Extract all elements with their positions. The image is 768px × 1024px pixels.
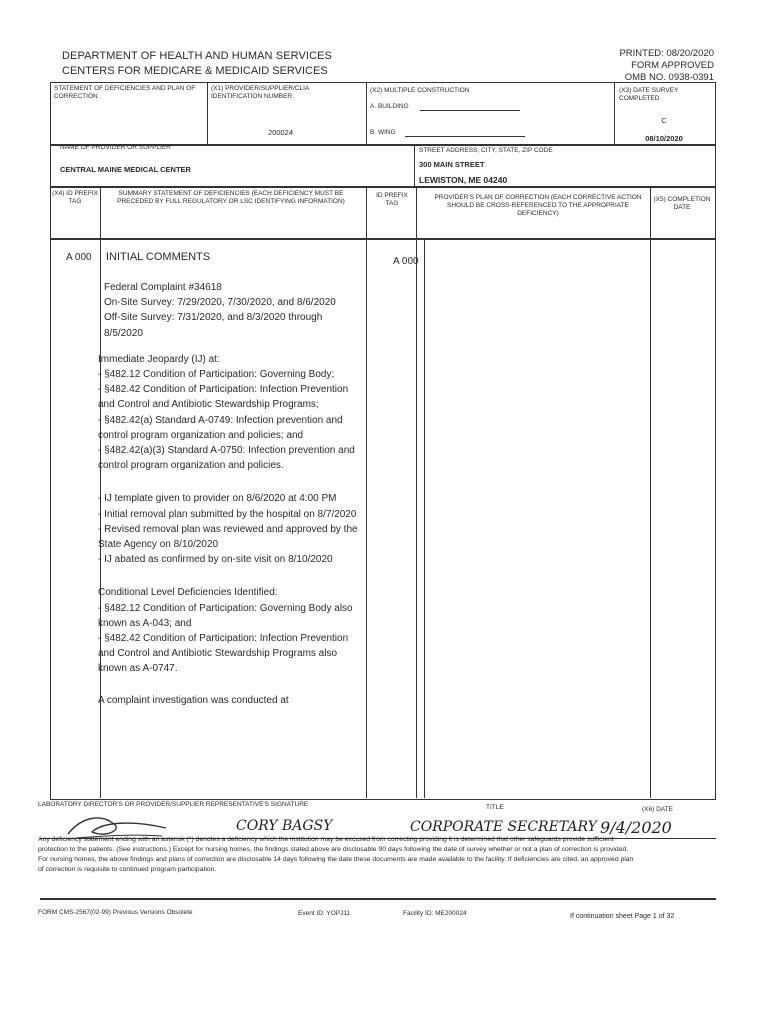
disclaimer-text: Any deficiency statement ending with an asterisk (*) denotes a deficiency which the institution may be excused from correcting providing it is determined that other safeguards provide sufficient protection to the patients. (See instructions.) Except for nursing homes, the findings stated above are disclosable 90 days following the date of survey whether or not a plan of correction is provided. For nursing homes, the above findings and plans of correction are disclosable 14 days following the date these documents are made available to the facility. If deficiencies are cited, an approved plan of correction is requisite to continued program participation. xyxy=(38,836,634,873)
form-approved: FORM APPROVED xyxy=(631,60,714,71)
provider-name: CENTRAL MAINE MEDICAL CENTER xyxy=(60,165,191,174)
ij-timeline-paragraph: - IJ template given to provider on 8/6/2020 at 4:00 PM - Initial removal plan submitted by the hospital on 8/7/2020 - Revised removal plan was reviewed and approved by the State Agency on 8/10/2020 - IJ abated as confirmed by on-site visit on 8/10/2020 xyxy=(98,493,358,566)
building-label: A. BUILDING xyxy=(370,103,409,110)
conditional-deficiencies-paragraph: Conditional Level Deficiencies Identified: - §482.12 Condition of Participation: Governing Body also known as A-043; and - §482.42 Condition of Participation: Infection Prevention and Control and Antibiotic Stewardship Programs also known as A-0747. xyxy=(98,587,353,675)
event-id: Event ID: YOPJ11 xyxy=(298,910,351,917)
section-heading: INITIAL COMMENTS xyxy=(106,251,211,263)
survey-completed-date: 08/10/2020 xyxy=(645,134,683,143)
provider-label: NAME OF PROVIDER OR SUPPLIER xyxy=(60,144,171,151)
statement-label: STATEMENT OF DEFICIENCIES AND PLAN OF CORRECTION xyxy=(54,85,196,100)
date-label: (X6) DATE xyxy=(642,806,673,813)
omb-number: OMB NO. 0938-0391 xyxy=(624,72,714,83)
address-line2: LEWISTON, ME 04240 xyxy=(419,175,508,185)
survey-code: C xyxy=(661,116,667,125)
wing-label: B. WING xyxy=(370,129,396,136)
col-header-summary: SUMMARY STATEMENT OF DEFICIENCIES (EACH DEFICIENCY MUST BE PRECEDED BY FULL REGULATORY OR LSC IDENTIFYING INFORMATION) xyxy=(117,190,345,205)
department-title: DEPARTMENT OF HEALTH AND HUMAN SERVICES xyxy=(62,50,332,62)
handwritten-title: CORPORATE SECRETARY xyxy=(410,819,597,835)
survey-dates-paragraph: Federal Complaint #34618 On-Site Survey: 7/29/2020, 7/30/2020, and 8/6/2020 Off-Site Survey: 7/31/2020, and 8/3/2020 through 8/5/2020 xyxy=(104,282,336,339)
col-header-id: ID PREFIX TAG xyxy=(376,192,408,207)
handwritten-date: 9/4/2020 xyxy=(600,818,672,837)
prefix-tag-right: A 000 xyxy=(393,256,419,267)
comments-body xyxy=(98,280,360,719)
x3-label: (X3) DATE SURVEY COMPLETED xyxy=(619,87,679,102)
form-id: FORM CMS-2567(02-99) Previous Versions Obsolete xyxy=(38,909,193,916)
signature-label: LABORATORY DIRECTOR'S OR PROVIDER/SUPPLIER REPRESENTATIVE'S SIGNATURE xyxy=(38,801,309,808)
col-header-x4: (X4) ID PREFIX TAG xyxy=(52,190,98,205)
centers-title: CENTERS FOR MEDICARE & MEDICAID SERVICES xyxy=(62,65,328,77)
prefix-tag-left: A 000 xyxy=(66,252,92,263)
title-label: TITLE xyxy=(486,804,504,811)
provider-id-number: 200024 xyxy=(268,128,294,137)
x2-label: (X2) MULTIPLE CONSTRUCTION xyxy=(370,87,470,94)
facility-id: Facility ID: ME200024 xyxy=(403,910,467,917)
col-header-completion: (X5) COMPLETION DATE xyxy=(653,196,711,211)
complaint-investigation-paragraph: A complaint investigation was conducted at xyxy=(98,694,289,706)
address-line1: 300 MAIN STREET xyxy=(419,160,485,169)
x1-label: (X1) PROVIDER/SUPPLIER/CLIA IDENTIFICATION NUMBER: xyxy=(211,85,309,100)
handwritten-name: CORY BAGSY xyxy=(236,818,333,834)
printed-date: PRINTED: 08/20/2020 xyxy=(619,48,714,59)
address-label: STREET ADDRESS, CITY, STATE, ZIP CODE xyxy=(419,147,553,154)
immediate-jeopardy-paragraph: Immediate Jeopardy (IJ) at: - §482.12 Condition of Participation: Governing Body; - §482.42 Condition of Participation: Infection Prevention and Control and Antibiotic Stewardship Programs; - §482.42(a) Standard A-0749: Infection prevention and control program organization and policies; and - §482.42(a)(3) Standard A-0750: Infection prevention and control program organization and policies. xyxy=(98,353,355,472)
col-header-plan: PROVIDER'S PLAN OF CORRECTION (EACH CORRECTIVE ACTION SHOULD BE CROSS-REFERENCED TO THE APPROPRIATE DEFICIENCY) xyxy=(434,194,642,217)
page-indicator: If continuation sheet Page 1 of 32 xyxy=(570,913,675,920)
